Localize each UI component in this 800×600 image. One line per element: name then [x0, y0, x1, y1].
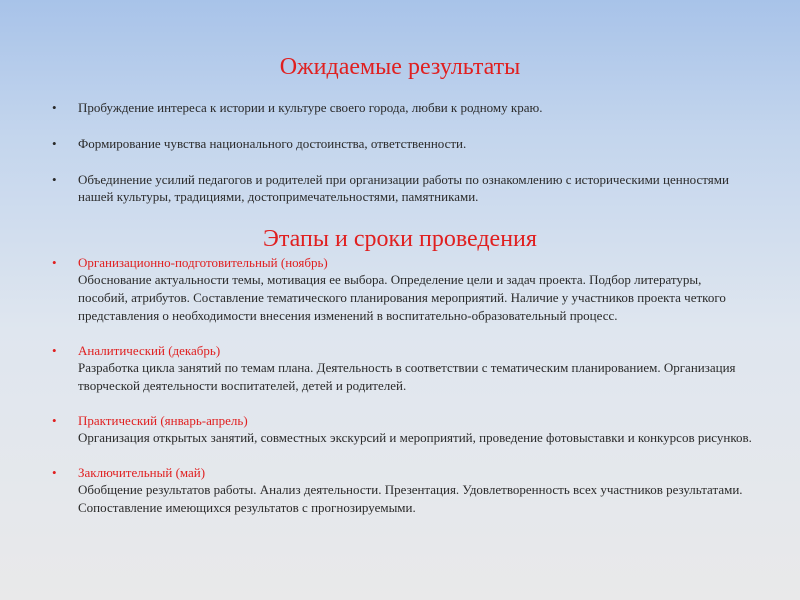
- stage-description: Обобщение результатов работы. Анализ деятельности. Презентация. Удовлетворенность всех участников результатами. Сопоставление имеющихся результатов с прогнозируемыми.: [78, 482, 743, 515]
- bullet-icon: •: [52, 465, 57, 480]
- stage-title: Аналитический (декабрь): [78, 343, 221, 358]
- bullet-icon: •: [52, 255, 57, 270]
- stage-title: Заключительный (май): [78, 465, 206, 480]
- bullet-icon: •: [52, 413, 57, 428]
- stage-item: [52, 412, 752, 447]
- result-text: Формирование чувства национального достоинства, ответственности.: [78, 136, 467, 151]
- bullet-icon: •: [52, 136, 57, 151]
- stage-item: [52, 342, 752, 395]
- result-text: Пробуждение интереса к истории и культуре своего города, любви к родному краю.: [78, 100, 543, 115]
- result-text: Объединение усилий педагогов и родителей при организации работы по ознакомлению с историческими ценностями нашей культуры, традициями, достопримечательностями, памятниками.: [78, 172, 729, 204]
- list-item: [52, 135, 752, 152]
- results-list: [52, 99, 752, 224]
- list-item: [52, 171, 752, 205]
- bullet-icon: •: [52, 100, 57, 115]
- stages-heading: Этапы и сроки проведения: [263, 226, 537, 252]
- stage-title: Организационно-подготовительный (ноябрь): [78, 255, 328, 270]
- stage-description: Обоснование актуальности темы, мотивация ее выбора. Определение цели и задач проекта. Подбор литературы, пособий, атрибутов. Составление тематического планирования мероприятий. Наличие у участников проекта четкого представления о необходимости внесения изменений в воспитательно-образовательный процесс.: [78, 272, 726, 323]
- results-heading: Ожидаемые результаты: [279, 54, 521, 80]
- stage-description: Разработка цикла занятий по темам плана. Деятельность в соответствии с тематическим планированием. Организация творческой деятельности воспитателей, детей и родителей.: [78, 360, 736, 393]
- stage-item: [52, 254, 752, 325]
- stages-list: [52, 254, 752, 534]
- bullet-icon: •: [52, 172, 57, 187]
- stage-title: Практический (январь-апрель): [78, 413, 248, 428]
- list-item: [52, 99, 752, 116]
- bullet-icon: •: [52, 343, 57, 358]
- stage-item: [52, 464, 752, 517]
- stage-description: Организация открытых занятий, совместных экскурсий и мероприятий, проведение фотовыставки и конкурсов рисунков.: [78, 430, 752, 445]
